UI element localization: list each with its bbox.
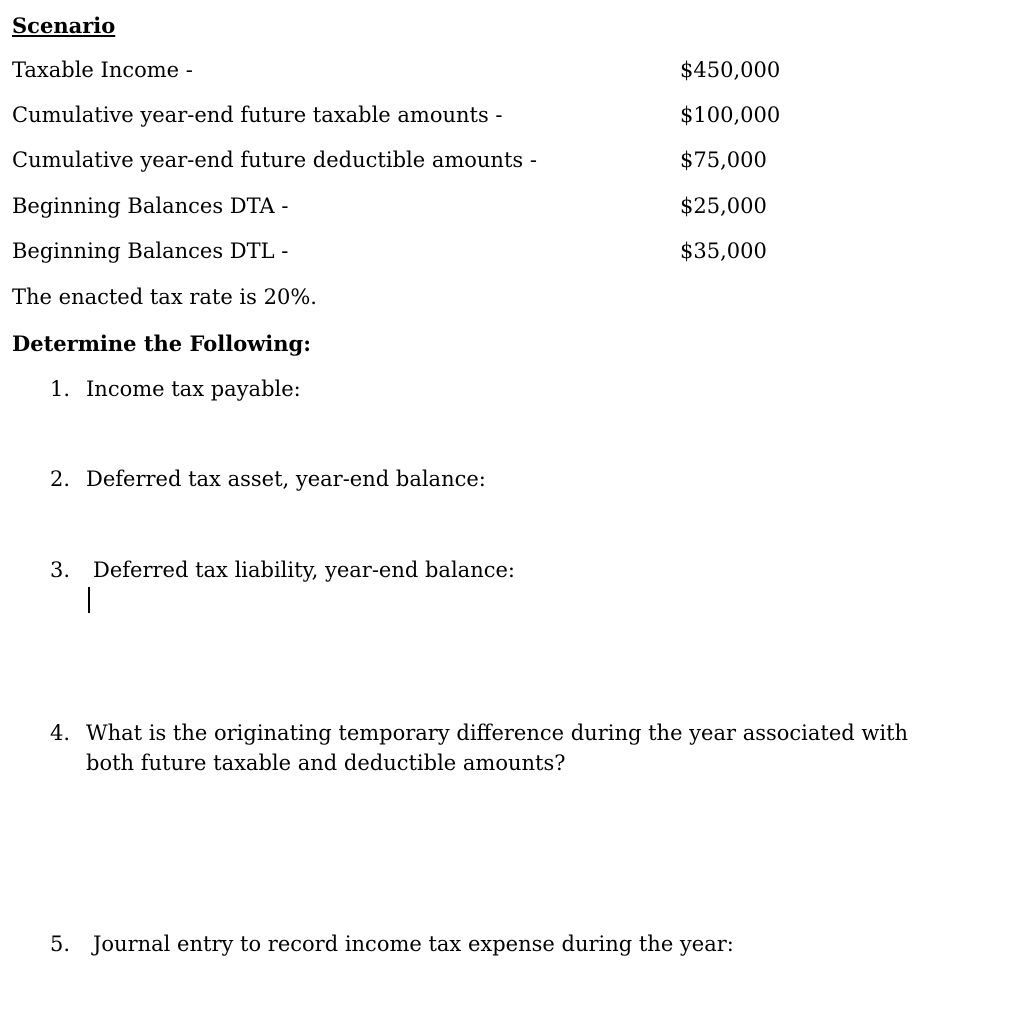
- text-cursor[interactable]: [88, 587, 90, 613]
- question-text: Journal entry to record income tax expense during the year:: [93, 932, 734, 956]
- scenario-row-future-taxable: [12, 105, 972, 131]
- scenario-label: Beginning Balances DTL -: [12, 239, 289, 263]
- question-number: 3.: [50, 558, 71, 582]
- scenario-row-future-deductible: [12, 150, 972, 176]
- scenario-label: Cumulative year-end future taxable amounts -: [12, 103, 503, 127]
- question-text: Income tax payable:: [86, 377, 301, 401]
- scenario-amount: $100,000: [680, 103, 781, 127]
- question-number: 5.: [50, 932, 71, 956]
- determine-heading: Determine the Following:: [12, 331, 311, 356]
- question-number: 4.: [50, 721, 71, 745]
- question-number: 1.: [50, 377, 71, 401]
- scenario-amount: $25,000: [680, 194, 767, 218]
- question-text: Deferred tax asset, year-end balance:: [86, 467, 486, 491]
- scenario-row-beginning-dtl: [12, 241, 972, 267]
- scenario-amount: $35,000: [680, 239, 767, 263]
- scenario-label: Cumulative year-end future deductible amounts -: [12, 148, 537, 172]
- scenario-amount: $450,000: [680, 58, 781, 82]
- question-text: What is the originating temporary difference during the year associated with both future taxable and deductible amounts?: [86, 721, 909, 775]
- scenario-label: Taxable Income -: [12, 58, 193, 82]
- tax-rate-statement: The enacted tax rate is 20%.: [12, 285, 317, 309]
- scenario-row-taxable-income: [12, 60, 972, 86]
- scenario-label: Beginning Balances DTA -: [12, 194, 289, 218]
- scenario-amount: $75,000: [680, 148, 767, 172]
- scenario-heading: Scenario: [12, 13, 116, 38]
- scenario-row-beginning-dta: [12, 196, 972, 222]
- question-text: Deferred tax liability, year-end balance:: [93, 558, 515, 582]
- question-number: 2.: [50, 467, 71, 491]
